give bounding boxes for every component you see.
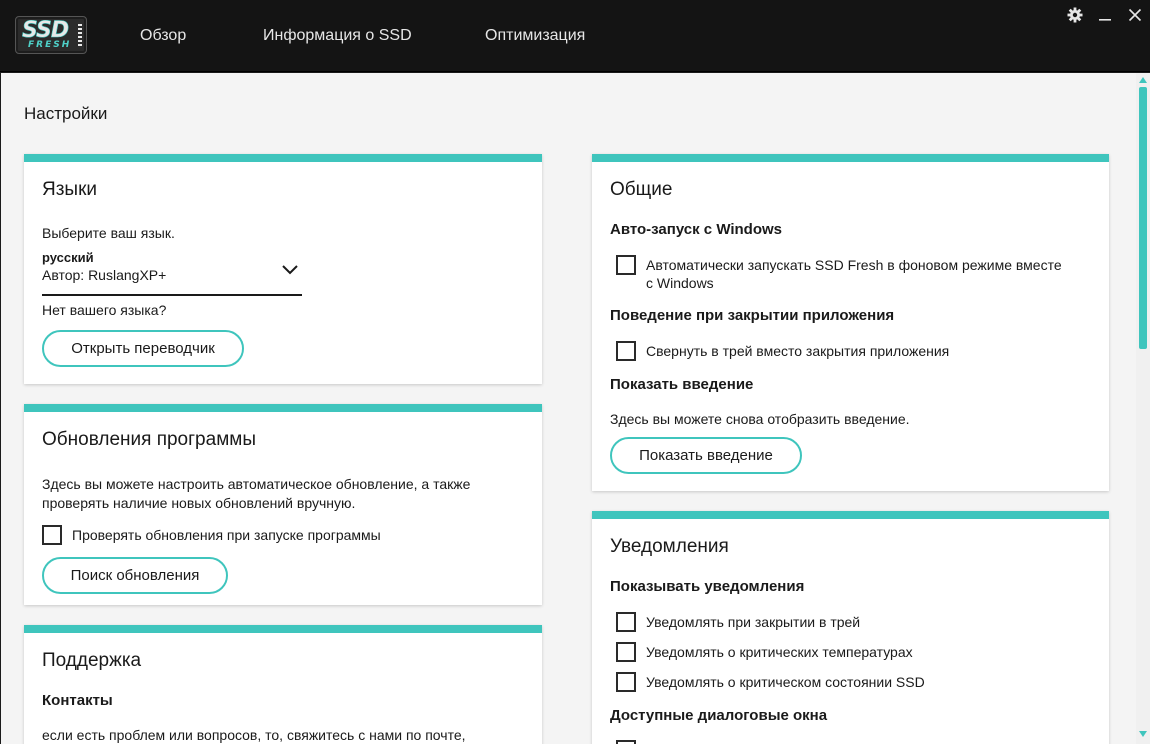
minimize-icon[interactable]: [1094, 4, 1116, 26]
languages-title: Языки: [42, 179, 98, 200]
notify-temperature-row[interactable]: [616, 642, 913, 662]
show-intro-button[interactable]: Показать введение: [610, 437, 802, 474]
dialog-checkbox[interactable]: [616, 740, 636, 744]
missing-language-text: Нет вашего языка?: [42, 302, 167, 318]
show-notifications-heading: Показывать уведомления: [610, 578, 805, 595]
check-updates-checkbox[interactable]: [42, 525, 62, 545]
logo-text-bottom: FRESH: [28, 40, 72, 50]
contacts-heading: Контакты: [42, 692, 113, 709]
language-value: русский: [42, 250, 94, 265]
notifications-title: Уведомления: [610, 536, 729, 557]
settings-content: [1, 73, 1149, 744]
intro-text: Здесь вы можете снова отобразить введение.: [610, 411, 910, 427]
intro-heading: Показать введение: [610, 376, 754, 393]
notify-temperature-label: Уведомлять о критических температурах: [646, 644, 913, 660]
notify-tray-label: Уведомлять при закрытии в трей: [646, 614, 861, 630]
search-updates-button[interactable]: Поиск обновления: [42, 557, 228, 594]
language-author: Автор: RuslangXP+: [42, 267, 167, 283]
dialog-row[interactable]: [616, 740, 646, 744]
notify-tray-row[interactable]: [616, 612, 860, 632]
chevron-down-icon: [282, 262, 298, 280]
open-translator-button[interactable]: Открыть переводчик: [42, 330, 244, 367]
scroll-up-arrow-icon[interactable]: [1139, 77, 1147, 83]
autostart-heading: Авто-запуск с Windows: [610, 221, 783, 238]
page-title: Настройки: [24, 104, 108, 123]
check-updates-row[interactable]: [42, 525, 381, 545]
notify-temperature-checkbox[interactable]: [616, 642, 636, 662]
languages-card: [24, 154, 542, 384]
notify-ssd-state-checkbox[interactable]: [616, 672, 636, 692]
nav-ssd-info[interactable]: Информация о SSD: [263, 27, 412, 44]
scrollbar-thumb[interactable]: [1139, 87, 1147, 349]
notifications-card: [592, 511, 1109, 744]
support-title: Поддержка: [42, 650, 142, 671]
minimize-to-tray-row[interactable]: [616, 341, 949, 361]
logo-text-top: SSD: [22, 18, 69, 43]
scrollbar[interactable]: [1136, 73, 1150, 744]
autostart-label: Автоматически запускать SSD Fresh в фоновом режиме вместе с Windows: [646, 257, 1062, 291]
close-behavior-heading: Поведение при закрытии приложения: [610, 307, 895, 324]
support-card: [24, 625, 542, 744]
app-logo: [15, 16, 87, 54]
minimize-to-tray-label: Свернуть в трей вместо закрытия приложения: [646, 343, 950, 359]
close-icon[interactable]: [1124, 4, 1146, 26]
language-prompt: Выберите ваш язык.: [42, 225, 175, 241]
language-select[interactable]: [42, 250, 302, 296]
updates-card: [24, 404, 542, 605]
general-title: Общие: [610, 179, 673, 200]
notify-ssd-state-label: Уведомлять о критическом состоянии SSD: [646, 674, 925, 690]
autostart-checkbox[interactable]: [616, 255, 636, 275]
nav-optimization[interactable]: Оптимизация: [485, 27, 586, 44]
scroll-down-arrow-icon[interactable]: [1139, 731, 1147, 737]
updates-description: Здесь вы можете настроить автоматическое обновление, а также проверять наличие новых обновлений вручную.: [42, 476, 471, 511]
general-card: [592, 154, 1109, 491]
notify-ssd-state-row[interactable]: [616, 672, 925, 692]
title-bar: [0, 0, 1150, 72]
updates-title: Обновления программы: [42, 429, 256, 450]
notify-tray-checkbox[interactable]: [616, 612, 636, 632]
minimize-to-tray-checkbox[interactable]: [616, 341, 636, 361]
settings-gear-icon[interactable]: [1064, 4, 1086, 26]
autostart-row[interactable]: [616, 255, 1066, 292]
support-text: если есть проблем или вопросов, то, свяжитесь с нами по почте,: [42, 727, 466, 743]
check-updates-label: Проверять обновления при запуске программы: [72, 527, 381, 543]
nav-overview[interactable]: Обзор: [140, 27, 187, 44]
logo-bars: [78, 24, 82, 46]
dialogs-heading: Доступные диалоговые окна: [610, 707, 828, 724]
